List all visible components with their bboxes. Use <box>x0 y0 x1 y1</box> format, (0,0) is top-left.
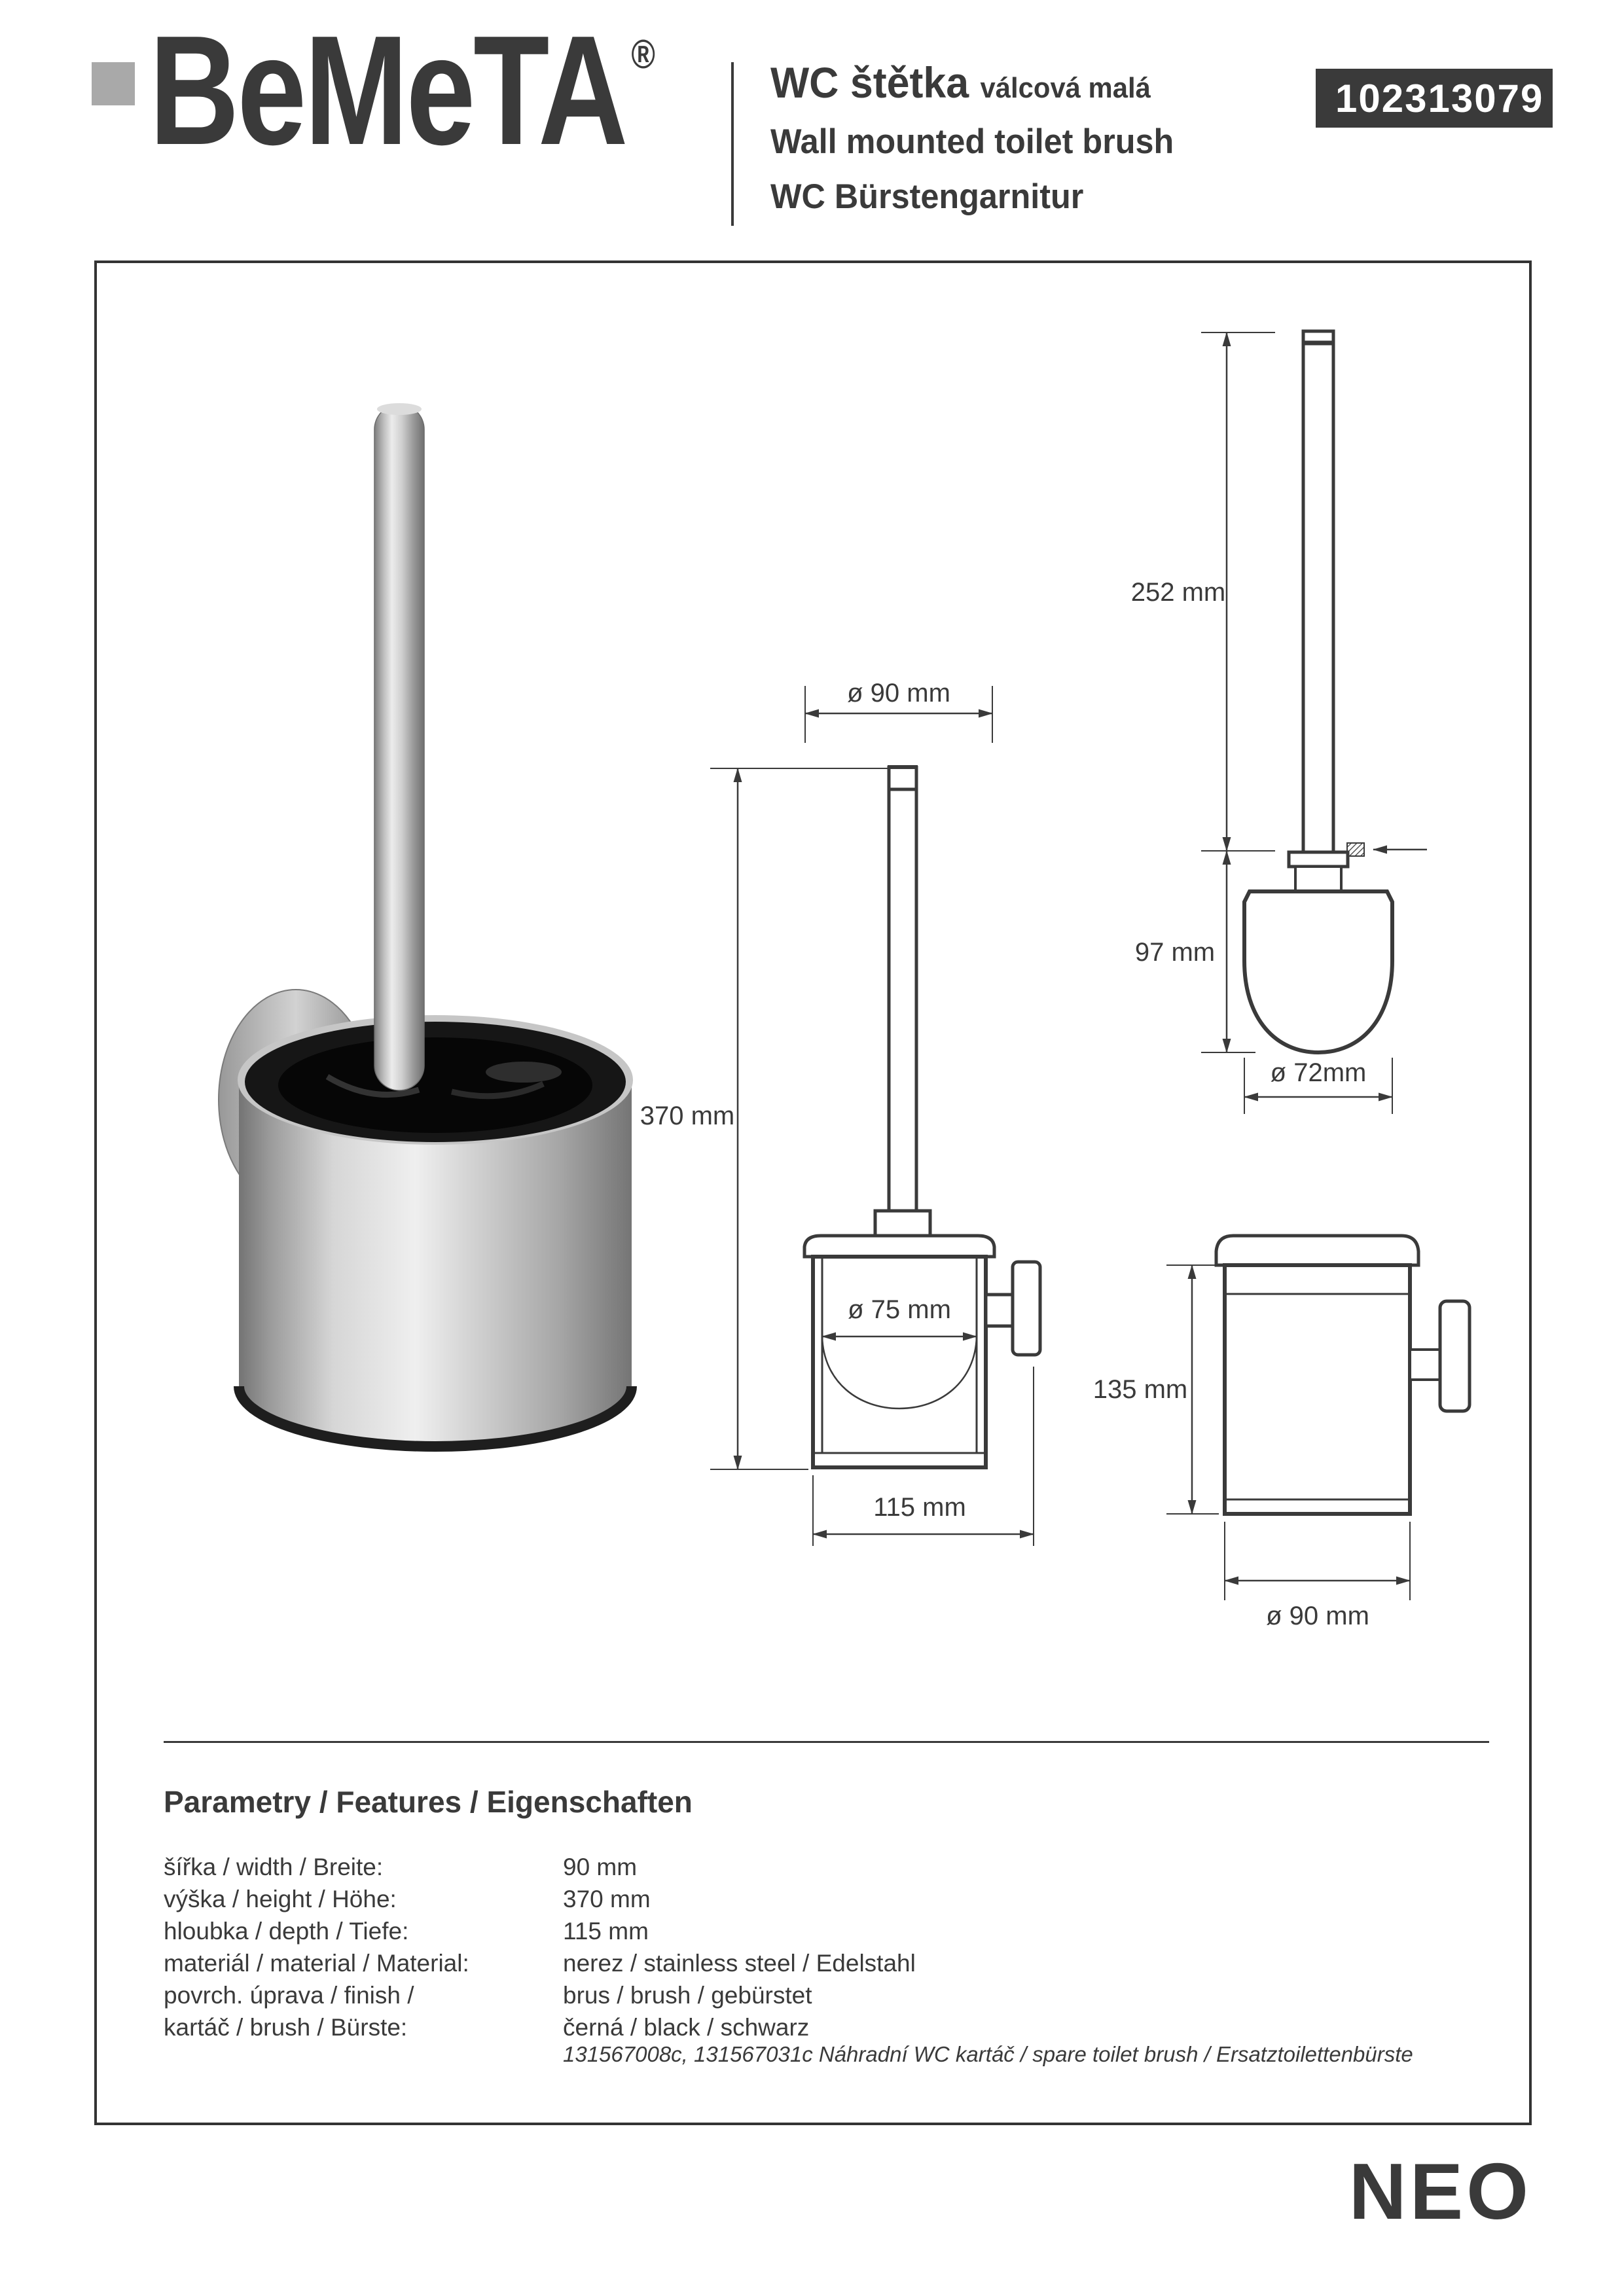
front-inner-dimension-label: ø 75 mm <box>848 1295 951 1324</box>
product-title-en: Wall mounted toilet brush <box>770 122 1174 161</box>
product-title-cs-variant: válcová malá <box>980 72 1151 104</box>
param-value-height: 370 mm <box>563 1886 651 1912</box>
photo-cup <box>238 1015 633 1451</box>
param-value-material: nerez / stainless steel / Edelstahl <box>563 1950 916 1977</box>
registered-trademark-icon: ® <box>631 32 655 77</box>
product-code-badge: 102313079 <box>1316 69 1553 128</box>
param-label-material: materiál / material / Material: <box>164 1950 469 1977</box>
brand-name: BeMeTA <box>149 4 626 177</box>
product-photo <box>183 367 681 1518</box>
param-value-finish: brus / brush / gebürstet <box>563 1982 812 2009</box>
brush-length-dimension-label: 97 mm <box>1134 938 1216 967</box>
thread-detail <box>1347 843 1427 856</box>
product-title-de: WC Bürstengarnitur <box>770 177 1084 216</box>
param-value-depth: 115 mm <box>563 1918 649 1945</box>
product-title-cs-main: WC štětka <box>770 58 969 107</box>
parameters-title: Parametry / Features / Eigenschaften <box>164 1785 693 1819</box>
brand-logo <box>149 4 655 177</box>
photo-handle <box>374 403 424 1090</box>
param-value-width: 90 mm <box>563 1854 638 1880</box>
brush-handle-outline <box>1303 331 1333 852</box>
brush-handle-dimension-label: 252 mm <box>1130 578 1226 607</box>
param-label-brush: kartáč / brush / Bürste: <box>164 2014 408 2041</box>
brush-view-drawing <box>1080 275 1473 1145</box>
param-label-height: výška / height / Höhe: <box>164 1886 397 1912</box>
holder-wall-mount-outline <box>1410 1301 1470 1411</box>
front-height-dimension-label: 370 mm <box>640 1102 735 1130</box>
brush-head-outline <box>1244 852 1392 1052</box>
holder-view-drawing <box>1080 1217 1499 1640</box>
front-width-dimension-label: ø 90 mm <box>847 679 950 708</box>
front-depth-dimension-label: 115 mm <box>873 1493 966 1522</box>
param-label-depth: hloubka / depth / Tiefe: <box>164 1918 409 1945</box>
front-cup-outline <box>804 1236 994 1467</box>
logo-square-icon <box>92 62 135 105</box>
holder-dia-dimension-label: ø 90 mm <box>1266 1602 1369 1630</box>
param-label-finish: povrch. úprava / finish / <box>164 1982 414 2009</box>
front-wall-mount-outline <box>986 1262 1040 1355</box>
header-divider <box>731 62 734 226</box>
param-label-width: šířka / width / Breite: <box>164 1854 384 1880</box>
param-value-brush: černá / black / schwarz <box>563 2014 810 2041</box>
parameters-separator <box>164 1741 1489 1743</box>
spare-part-note: 131567008c, 131567031c Náhradní WC kartáč / spare toilet brush / Ersatztoilettenbürste <box>563 2042 1413 2066</box>
holder-cup-outline <box>1216 1236 1418 1514</box>
front-view-drawing <box>628 668 1060 1558</box>
product-title-cs <box>770 58 1151 107</box>
holder-height-dimension-label: 135 mm <box>1092 1375 1188 1404</box>
collection-name: NEO <box>1348 2147 1532 2236</box>
brush-dia-dimension-label: ø 72mm <box>1270 1058 1367 1087</box>
front-handle-outline <box>875 766 930 1236</box>
